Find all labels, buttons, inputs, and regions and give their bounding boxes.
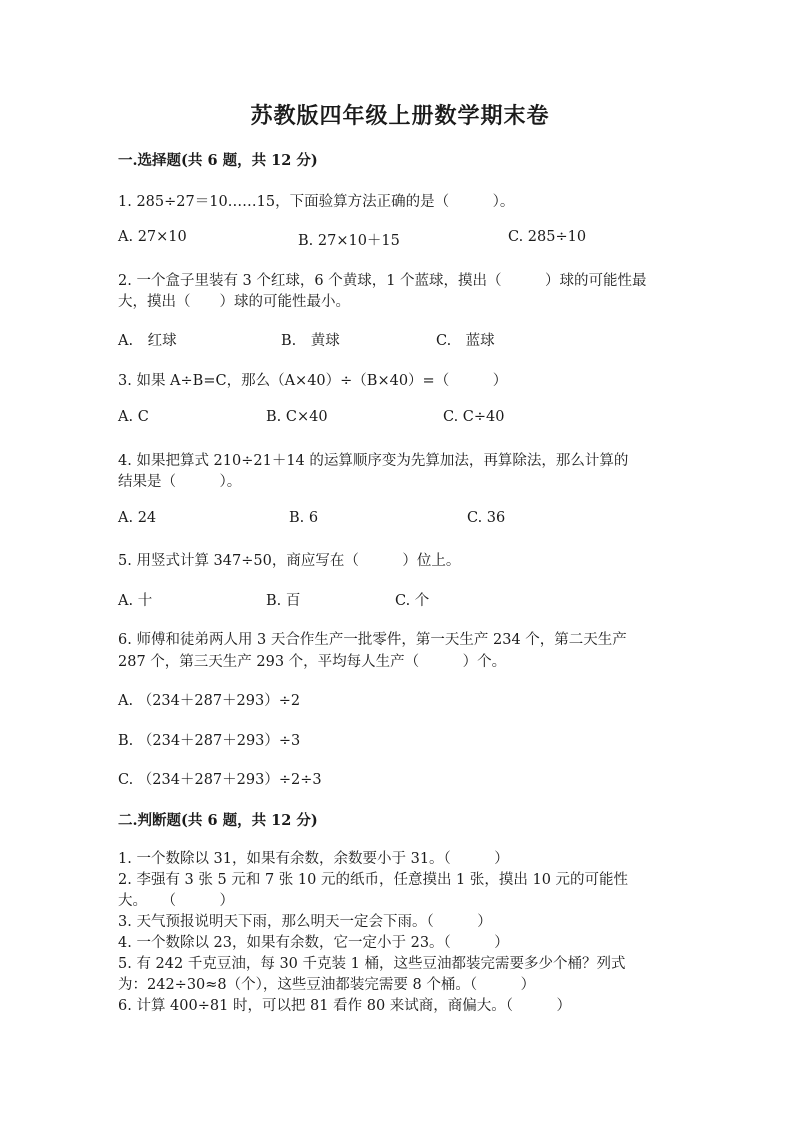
question-4-option-a: A. 24 <box>118 510 157 526</box>
question-6-option-c: C. （234＋287＋293）÷2÷3 <box>118 772 322 788</box>
question-2-option-a: A. 红球 <box>118 333 177 349</box>
question-4-line-1: 4. 如果把算式 210÷21＋14 的运算顺序变为先算加法，再算除法，那么计算的 <box>118 453 629 469</box>
page-title: 苏教版四年级上册数学期末卷 <box>250 103 550 129</box>
judgement-line: 6. 计算 400÷81 时，可以把 81 看作 80 来试商，商偏大。（ ） <box>118 998 572 1014</box>
judgement-line: 3. 天气预报说明天下雨，那么明天一定会下雨。（ ） <box>118 914 492 930</box>
question-3-option-c: C. C÷40 <box>443 409 505 425</box>
question-2-line-2: 大，摸出（ ）球的可能性最小。 <box>118 294 350 310</box>
question-6-line-1: 6. 师傅和徒弟两人用 3 天合作生产一批零件，第一天生产 234 个，第二天生产 <box>118 632 627 648</box>
question-5-option-b: B. 百 <box>266 593 301 609</box>
judgement-line: 2. 李强有 3 张 5 元和 7 张 10 元的纸币，任意摸出 1 张，摸出 10 元的可能性 <box>118 872 629 888</box>
section-heading-choice: 一.选择题(共 6 题，共 12 分) <box>118 152 318 169</box>
question-4-option-c: C. 36 <box>467 510 506 526</box>
question-5-option-c: C. 个 <box>395 593 430 609</box>
question-4-option-b: B. 6 <box>289 510 319 526</box>
question-6-option-a: A. （234＋287＋293）÷2 <box>118 693 301 709</box>
question-4-line-2: 结果是（ ）。 <box>118 474 242 490</box>
question-2-option-b: B. 黄球 <box>281 333 340 349</box>
judgement-line: 4. 一个数除以 23，如果有余数，它一定小于 23。（ ） <box>118 935 509 951</box>
judgement-line: 1. 一个数除以 31，如果有余数，余数要小于 31。（ ） <box>118 851 509 867</box>
question-3-option-b: B. C×40 <box>266 409 328 425</box>
judgement-line: 5. 有 242 千克豆油，每 30 千克装 1 桶，这些豆油都装完需要多少个桶？列式 <box>118 956 626 972</box>
question-2-line-1: 2. 一个盒子里装有 3 个红球，6 个黄球，1 个蓝球，摸出（ ）球的可能性最 <box>118 273 647 289</box>
question-6-line-2: 287 个，第三天生产 293 个，平均每人生产（ ）个。 <box>118 654 507 670</box>
question-6-option-b: B. （234＋287＋293）÷3 <box>118 733 301 749</box>
question-1-option-a: A. 27×10 <box>118 229 187 245</box>
judgement-line: 大。 （ ） <box>118 893 234 909</box>
question-1-option-c: C. 285÷10 <box>508 229 587 245</box>
section-heading-judgement: 二.判断题(共 6 题，共 12 分) <box>118 812 318 829</box>
question-3-option-a: A. C <box>118 409 149 425</box>
question-5-line-1: 5. 用竖式计算 347÷50，商应写在（ ）位上。 <box>118 553 461 569</box>
question-1-option-b: B. 27×10＋15 <box>298 233 400 249</box>
question-3-line-1: 3. 如果 A÷B=C，那么（A×40）÷（B×40）=（ ） <box>118 373 508 389</box>
judgement-line: 为：242÷30≈8（个），这些豆油都装完需要 8 个桶。（ ） <box>118 977 536 993</box>
question-5-option-a: A. 十 <box>118 593 153 609</box>
question-1-line-1: 1. 285÷27＝10……15，下面验算方法正确的是（ ）。 <box>118 194 515 210</box>
question-2-option-c: C. 蓝球 <box>436 333 495 349</box>
